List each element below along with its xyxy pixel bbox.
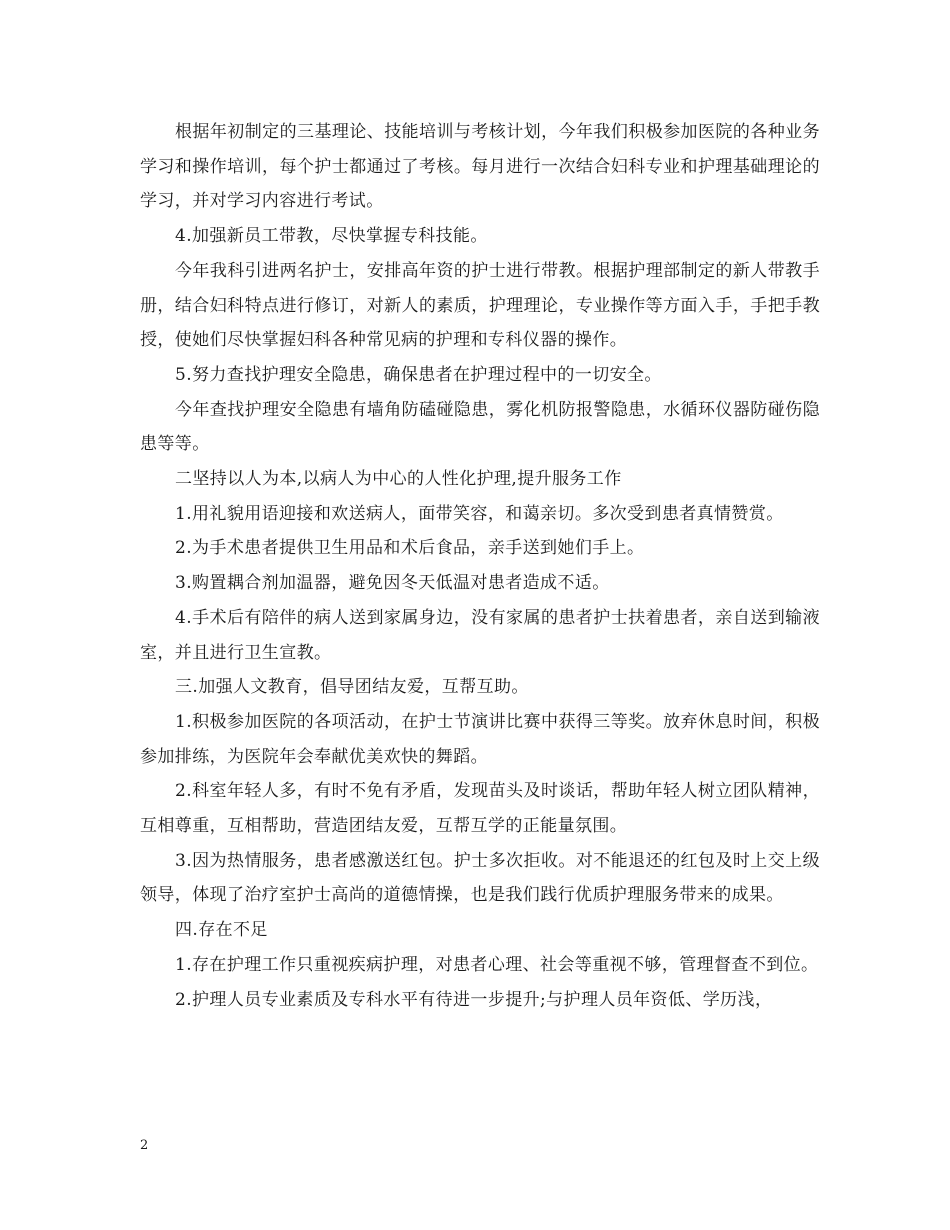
list-item: 3.购置耦合剂加温器，避免因冬天低温对患者造成不适。 <box>175 573 610 594</box>
paragraph: 今年查找护理安全隐患有墙角防磕碰隐患，雾化机防报警隐患，水循环仪器防碰伤隐患等等。 <box>140 399 820 455</box>
page-number: 2 <box>140 1138 149 1153</box>
list-item: 4.手术后有陪伴的病人送到家属身边，没有家属的患者护士扶着患者，亲自送到输液室，并且进行卫生宣教。 <box>140 607 820 663</box>
section-heading: 四.存在不足 <box>175 920 268 941</box>
list-item: 3.因为热情服务，患者感激送红包。护士多次拒收。对不能退还的红包及时上交上级领导，体现了治疗室护士高尚的道德情操，也是我们践行优质护理服务带来的成果。 <box>140 850 820 906</box>
list-item: 4.加强新员工带教，尽快掌握专科技能。 <box>175 226 488 247</box>
list-item: 2.为手术患者提供卫生用品和术后食品，亲手送到她们手上。 <box>175 538 645 559</box>
paragraph: 根据年初制定的三基理论、技能培训与考核计划，今年我们积极参加医院的各种业务学习和操作培训，每个护士都通过了考核。每月进行一次结合妇科专业和护理基础理论的学习，并对学习内容进行考试。 <box>140 122 820 212</box>
section-heading: 三.加强人文教育，倡导团结友爱，互帮互助。 <box>175 677 529 698</box>
list-item: 5.努力查找护理安全隐患，确保患者在护理过程中的一切安全。 <box>175 364 662 385</box>
paragraph: 今年我科引进两名护士，安排高年资的护士进行带教。根据护理部制定的新人带教手册，结合妇科特点进行修订，对新人的素质，护理理论，专业操作等方面入手，手把手教授，使她们尽快掌握妇科各种常见病的护理和专科仪器的操作。 <box>140 260 820 351</box>
list-item: 1.存在护理工作只重视疾病护理，对患者心理、社会等重视不够，管理督查不到位。 <box>175 954 819 975</box>
list-item: 1.积极参加医院的各项活动，在护士节演讲比赛中获得三等奖。放弃休息时间，积极参加排练，为医院年会奉献优美欢快的舞蹈。 <box>140 711 820 767</box>
section-heading: 二坚持以人为本,以病人为中心的人性化护理,提升服务工作 <box>175 469 622 490</box>
list-item: 2.科室年轻人多，有时不免有矛盾，发现苗头及时谈话，帮助年轻人树立团队精神，互相尊重，互相帮助，营造团结友爱，互帮互学的正能量氛围。 <box>140 781 820 837</box>
document-body <box>140 115 820 1017</box>
list-item: 2.护理人员专业素质及专科水平有待进一步提升;与护理人员年资低、学历浅， <box>175 989 773 1010</box>
list-item: 1.用礼貌用语迎接和欢送病人，面带笑容，和蔼亲切。多次受到患者真情赞赏。 <box>175 503 784 524</box>
